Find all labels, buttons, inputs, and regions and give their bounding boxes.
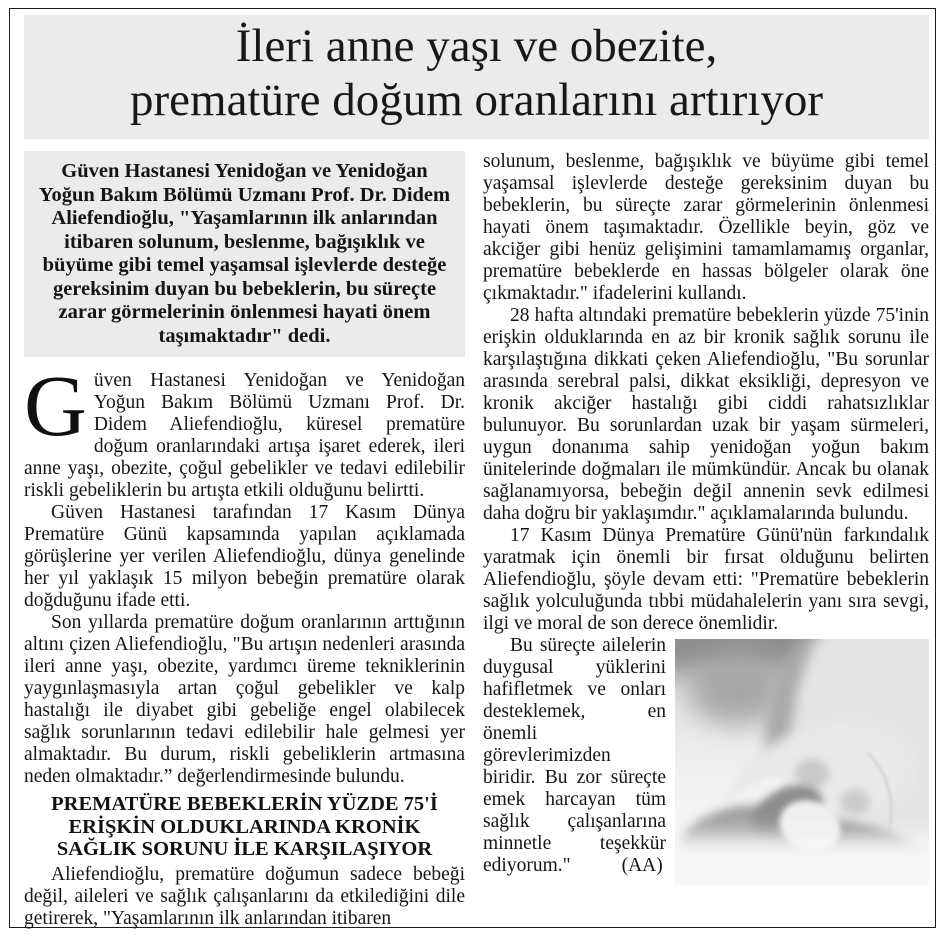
headline-line-1: İleri anne yaşı ve obezite, [235, 20, 718, 72]
article-frame [9, 8, 936, 928]
subheading [24, 793, 465, 861]
article-columns [24, 151, 929, 930]
paragraph-3: Son yıllarda prematüre doğum oranlarının arttığının altını çizen Aliefendioğlu, "Bu artışın nedenleri arasında ileri anne yaşı, obezite, yardımcı üreme tekniklerinin yaygınlaşmasıyla artan çoğul gebelikler ve kalp hastalığı ile diyabet gibi gebeliğe engel olabilecek sağlık sorunlarının tedavi edilebilir hale gelmesi yer almaktadır. Bu durum, riskli gebeliklerin artmasına neden olmaktadır.” değerlendirmesinde bulundu. [24, 612, 465, 787]
paragraph-4: Aliefendioğlu, prematüre doğumun sadece bebeği değil, aileleri ve sağlık çalışanlarını da etkilediğini dile getirerek, "Yaşamlarının ilk anlarından itibaren [24, 863, 465, 929]
headline-line-2: prematüre doğum oranlarını artırıyor [130, 74, 823, 126]
premature-baby-photo [675, 639, 929, 885]
subheading-line-2: ERİŞKİN OLDUKLARINDA KRONİK [68, 815, 421, 838]
subheading-line-3: SAĞLIK SORUNU İLE KARŞILAŞIYOR [56, 838, 433, 860]
agency-attribution: (AA) [621, 855, 663, 876]
paragraph-5: solunum, beslenme, bağışıklık ve büyüme gibi temel yaşamsal işlevlerde desteğe gereksinim duyan bu bebeklerin, bu süreçte zarar görmelerinin önlenmesi hayati önem taşımaktadır. Özellikle beyin, göz ve akciğer gibi henüz gelişimini tamamlamamış organlar, prematüre bebeklerde en hassas bölgeler olarak öne çıkmaktadır." ifadelerini kullandı. [483, 151, 929, 304]
paragraph-8-text: Bu süreçte ailelerin duygusal yüklerini hafifletmek ve onları desteklemek, en önemli görevlerimizden biridir. Bu zor süreçte emek harcayan tüm sağlık çalışanlarına minnetle teşekkür ediyorum." [483, 635, 666, 876]
paragraph-2: Güven Hastanesi tarafından 17 Kasım Dünya Prematüre Günü kapsamında yapılan açıklamada görüşlerine yer verilen Aliefendioğlu, dünya genelinde her yıl yaklaşık 15 milyon bebeğin prematüre olarak doğduğunu ifade etti. [24, 502, 465, 611]
subheading-line-1: PREMATÜRE BEBEKLERİN YÜZDE 75'İ [51, 793, 438, 815]
headline-band [24, 15, 929, 139]
paragraph-7: 17 Kasım Dünya Prematüre Günü'nün farkındalık yaratmak için önemli bir fırsat olduğunu belirten Aliefendioğlu, şöyle devam etti: "Prematüre bebeklerin sağlık yolculuğunda tıbbi müdahalelerin yanı sıra sevgi, ilgi ve moral de son derece önemlidir. [483, 525, 929, 634]
paragraph-6: 28 hafta altındaki prematüre bebeklerin yüzde 75'inin erişkin olduklarında en az bir kronik sağlık sorunu ile karşılaştığına dikkati çeken Aliefendioğlu, "Bu sorunlar arasında serebral palsi, dikkat eksikliği, depresyon ve kronik akciğer hastalığı gibi ciddi rahatsızlıklar bulunuyor. Bu sorunlardan uzak bir yaşam sürmeleri, uygun donanıma sahip yenidoğan yoğun bakım ünitelerinde doğmaları ile mümkündür. Ancak bu olanak sağlanamıyorsa, bebeğin değil annenin sevk edilmesi daha doğru bir yaklaşımdır." açıklamalarında bulundu. [483, 305, 929, 524]
right-column [483, 151, 929, 930]
paragraph-1-text: üven Hastanesi Yenidoğan ve Yenidoğan Yoğun Bakım Bölümü Uzmanı Prof. Dr. Didem Aliefendioğlu, küresel prematüre doğum oranlarındaki artışa işaret ederek, ileri anne yaşı, obezite, çoğul gebelikler ve tedavi edilebilir riskli gebeliklerin bu artışta etkili olduğunu belirtti. [24, 370, 465, 501]
left-column [24, 151, 465, 930]
paragraph-dropcap [24, 357, 465, 502]
dropcap-letter: G [24, 357, 87, 454]
photo-floor-highlight [675, 835, 929, 885]
lead-paragraph: Güven Hastanesi Yenidoğan ve Yenidoğan Yoğun Bakım Bölümü Uzmanı Prof. Dr. Didem Aliefendioğlu, "Yaşamlarının ilk anlarından itibaren solunum, beslenme, bağışıklık ve büyüme gibi temel yaşamsal işlevlerde desteğe gereksinim duyan bu bebeklerin, bu süreçte zarar görmelerinin önlenmesi hayati önem taşımaktadır" dedi. [24, 151, 465, 357]
